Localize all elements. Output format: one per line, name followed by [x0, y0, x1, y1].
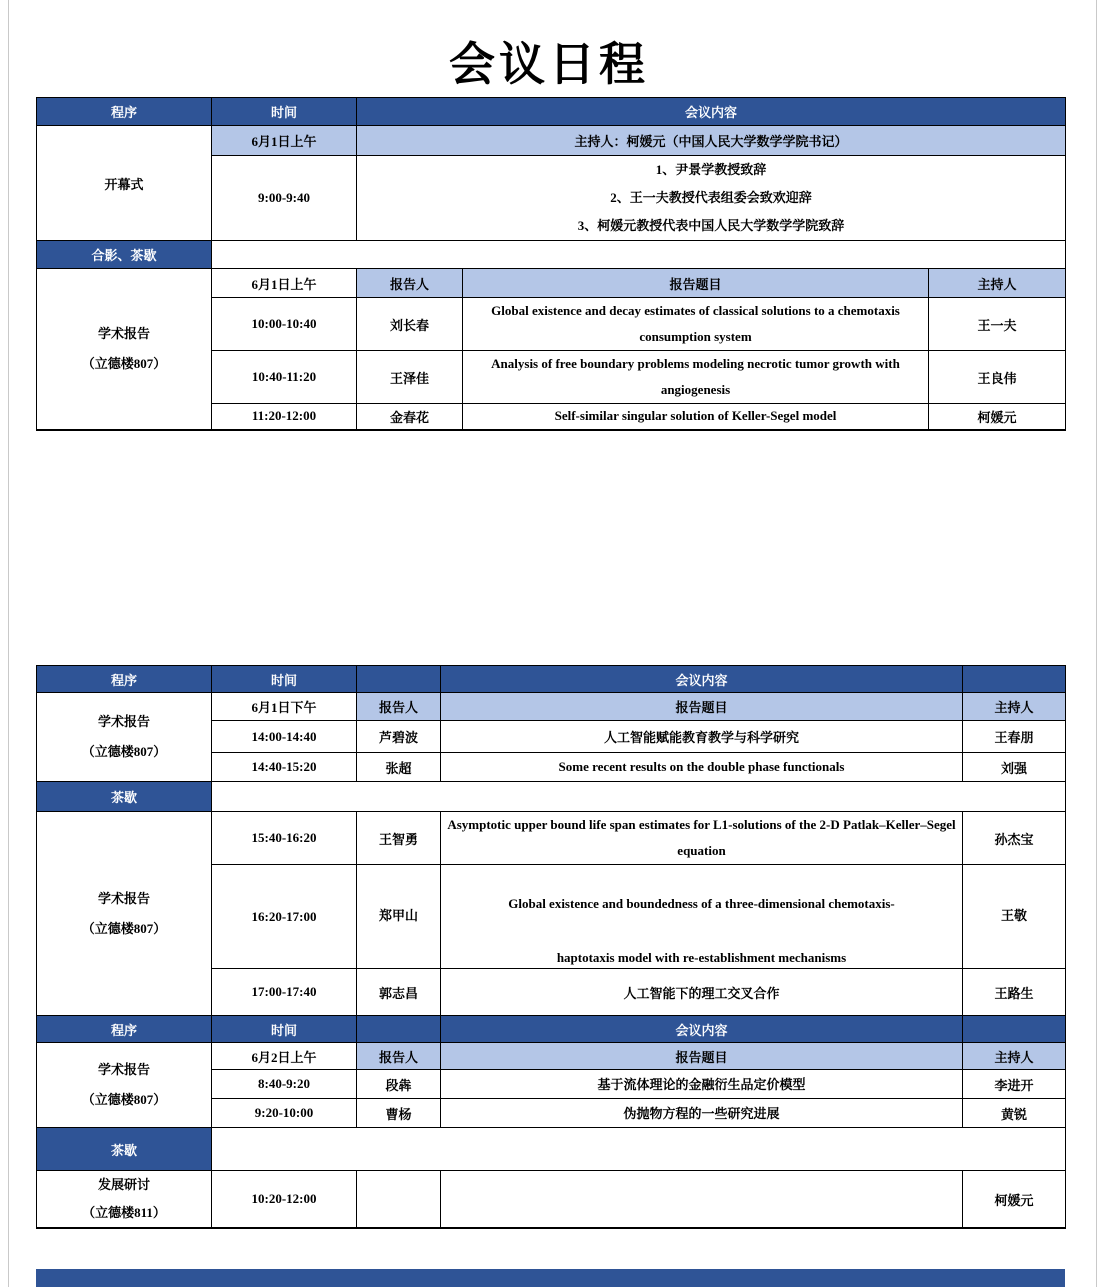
cell-host: 柯媛元	[963, 1171, 1066, 1229]
program-room: （立德楼807）	[81, 355, 167, 371]
cell-talk-title: 伪抛物方程的一些研究进展	[441, 1099, 963, 1128]
subheader-speaker: 报告人	[357, 693, 441, 721]
opening-item-3: 3、柯媛元教授代表中国人民大学数学学院致辞	[577, 218, 845, 233]
header-content: 会议内容	[441, 666, 963, 693]
program-room: （立德楼807）	[81, 920, 167, 936]
cell-time: 10:00-10:40	[212, 298, 357, 351]
table-row	[37, 782, 1066, 812]
table-row	[37, 666, 1066, 693]
subheader-title: 报告题目	[441, 1043, 963, 1070]
partial-next-table-header	[36, 1269, 1065, 1287]
cell-talk-title: Self-similar singular solution of Keller-Segel model	[463, 404, 929, 430]
cell-session-host-line: 主持人：柯媛元（中国人民大学数学学院书记）	[357, 126, 1066, 156]
schedule-table-morning	[36, 97, 1066, 431]
cell-time: 10:20-12:00	[212, 1171, 357, 1229]
cell-session-date: 6月1日上午	[212, 269, 357, 298]
table-row	[37, 126, 1066, 156]
cell-session-date: 6月1日上午	[212, 126, 357, 156]
table-row	[37, 1128, 1066, 1171]
header-program: 程序	[37, 98, 212, 126]
cell-session-date: 6月1日下午	[212, 693, 357, 721]
table-row	[37, 1171, 1066, 1229]
subheader-title: 报告题目	[463, 269, 929, 298]
cell-program-discussion	[37, 1171, 212, 1229]
cell-talk-title: Asymptotic upper bound life span estimates for L1-solutions of the 2-D Patlak–Keller–Segel equation	[441, 812, 963, 865]
cell-talk-title: Analysis of free boundary problems modeling necrotic tumor growth with angiogenesis	[463, 351, 929, 404]
cell-host: 王良伟	[929, 351, 1066, 404]
cell-host: 李进开	[963, 1070, 1066, 1099]
program-room: （立德楼807）	[81, 744, 167, 759]
cell-speaker: 王泽佳	[357, 351, 463, 404]
cell-time: 14:40-15:20	[212, 753, 357, 782]
cell-speaker-empty	[357, 1171, 441, 1229]
schedule-table-afternoon	[36, 665, 1066, 1229]
table-row	[37, 693, 1066, 721]
talk-title-line-2: haptotaxis model with re-establishment mechanisms	[556, 949, 847, 965]
page-edge-line-right	[1096, 0, 1097, 1287]
program-room: （立德楼811）	[82, 1205, 166, 1220]
page-edge-line-left	[8, 0, 9, 1287]
cell-time: 14:00-14:40	[212, 721, 357, 753]
cell-speaker: 王智勇	[357, 812, 441, 865]
page-title: 会议日程	[449, 39, 649, 90]
cell-speaker: 段犇	[357, 1070, 441, 1099]
cell-empty-filler	[212, 1128, 1066, 1171]
cell-host: 王敬	[963, 865, 1066, 969]
cell-program-session	[37, 812, 212, 1016]
cell-opening-items	[357, 156, 1066, 241]
opening-item-2: 2、王一夫教授代表组委会致欢迎辞	[610, 190, 812, 205]
header-empty	[963, 666, 1066, 693]
subheader-host: 主持人	[963, 1043, 1066, 1070]
cell-talk-title	[441, 865, 963, 969]
subheader-speaker: 报告人	[357, 1043, 441, 1070]
cell-time: 15:40-16:20	[212, 812, 357, 865]
header-empty	[357, 1016, 441, 1043]
subheader-title: 报告题目	[441, 693, 963, 721]
header-empty	[963, 1016, 1066, 1043]
cell-program-session	[37, 693, 212, 782]
cell-talk-title: Some recent results on the double phase functionals	[441, 753, 963, 782]
cell-speaker: 曹杨	[357, 1099, 441, 1128]
cell-host: 黄锐	[963, 1099, 1066, 1128]
cell-speaker: 刘长春	[357, 298, 463, 351]
cell-time: 9:00-9:40	[212, 156, 357, 241]
cell-empty-filler	[212, 782, 1066, 812]
cell-talk-title: 人工智能下的理工交叉合作	[441, 969, 963, 1016]
cell-host: 王路生	[963, 969, 1066, 1016]
cell-time: 17:00-17:40	[212, 969, 357, 1016]
cell-tea-break: 茶歇	[37, 1128, 212, 1171]
header-program: 程序	[37, 666, 212, 693]
cell-session-date: 6月2日上午	[212, 1043, 357, 1070]
table-row	[37, 241, 1066, 269]
cell-time: 8:40-9:20	[212, 1070, 357, 1099]
cell-time: 10:40-11:20	[212, 351, 357, 404]
program-name: 学术报告	[97, 325, 150, 341]
cell-time: 16:20-17:00	[212, 865, 357, 969]
opening-item-1: 1、尹景学教授致辞	[655, 162, 767, 177]
cell-host: 刘强	[963, 753, 1066, 782]
header-time: 时间	[212, 1016, 357, 1043]
cell-program-opening: 开幕式	[37, 126, 212, 241]
header-program: 程序	[37, 1016, 212, 1043]
cell-program-session	[37, 1043, 212, 1128]
program-name: 学术报告	[97, 890, 150, 906]
subheader-host: 主持人	[929, 269, 1066, 298]
program-name: 学术报告	[97, 714, 150, 729]
cell-speaker: 张超	[357, 753, 441, 782]
cell-photo-tea-break: 合影、茶歇	[37, 241, 212, 269]
talk-title-line-1: Global existence and boundedness of a three-dimensional chemotaxis-	[508, 895, 895, 911]
table-row	[37, 98, 1066, 126]
cell-time: 9:20-10:00	[212, 1099, 357, 1128]
table-row	[37, 1016, 1066, 1043]
cell-speaker: 郑甲山	[357, 865, 441, 969]
cell-speaker: 金春花	[357, 404, 463, 430]
cell-empty-filler	[212, 241, 1066, 269]
table-row	[37, 269, 1066, 298]
table-row	[37, 812, 1066, 865]
cell-talk-title-empty	[441, 1171, 963, 1229]
subheader-speaker: 报告人	[357, 269, 463, 298]
header-time: 时间	[212, 98, 357, 126]
cell-host: 柯媛元	[929, 404, 1066, 430]
table-row	[37, 1043, 1066, 1070]
cell-talk-title: 人工智能赋能教育教学与科学研究	[441, 721, 963, 753]
program-name: 学术报告	[97, 1062, 150, 1077]
cell-talk-title: 基于流体理论的金融衍生品定价模型	[441, 1070, 963, 1099]
cell-speaker: 郭志昌	[357, 969, 441, 1016]
cell-time: 11:20-12:00	[212, 404, 357, 430]
cell-program-session	[37, 269, 212, 430]
cell-host: 王一夫	[929, 298, 1066, 351]
header-content: 会议内容	[441, 1016, 963, 1043]
program-room: （立德楼807）	[81, 1092, 167, 1107]
cell-speaker: 芦碧波	[357, 721, 441, 753]
cell-tea-break: 茶歇	[37, 782, 212, 812]
header-content: 会议内容	[357, 98, 1066, 126]
cell-talk-title: Global existence and decay estimates of classical solutions to a chemotaxis consumption system	[463, 298, 929, 351]
subheader-host: 主持人	[963, 693, 1066, 721]
program-name: 发展研讨	[97, 1177, 150, 1192]
header-empty	[357, 666, 441, 693]
header-time: 时间	[212, 666, 357, 693]
cell-host: 孙杰宝	[963, 812, 1066, 865]
cell-host: 王春朋	[963, 721, 1066, 753]
